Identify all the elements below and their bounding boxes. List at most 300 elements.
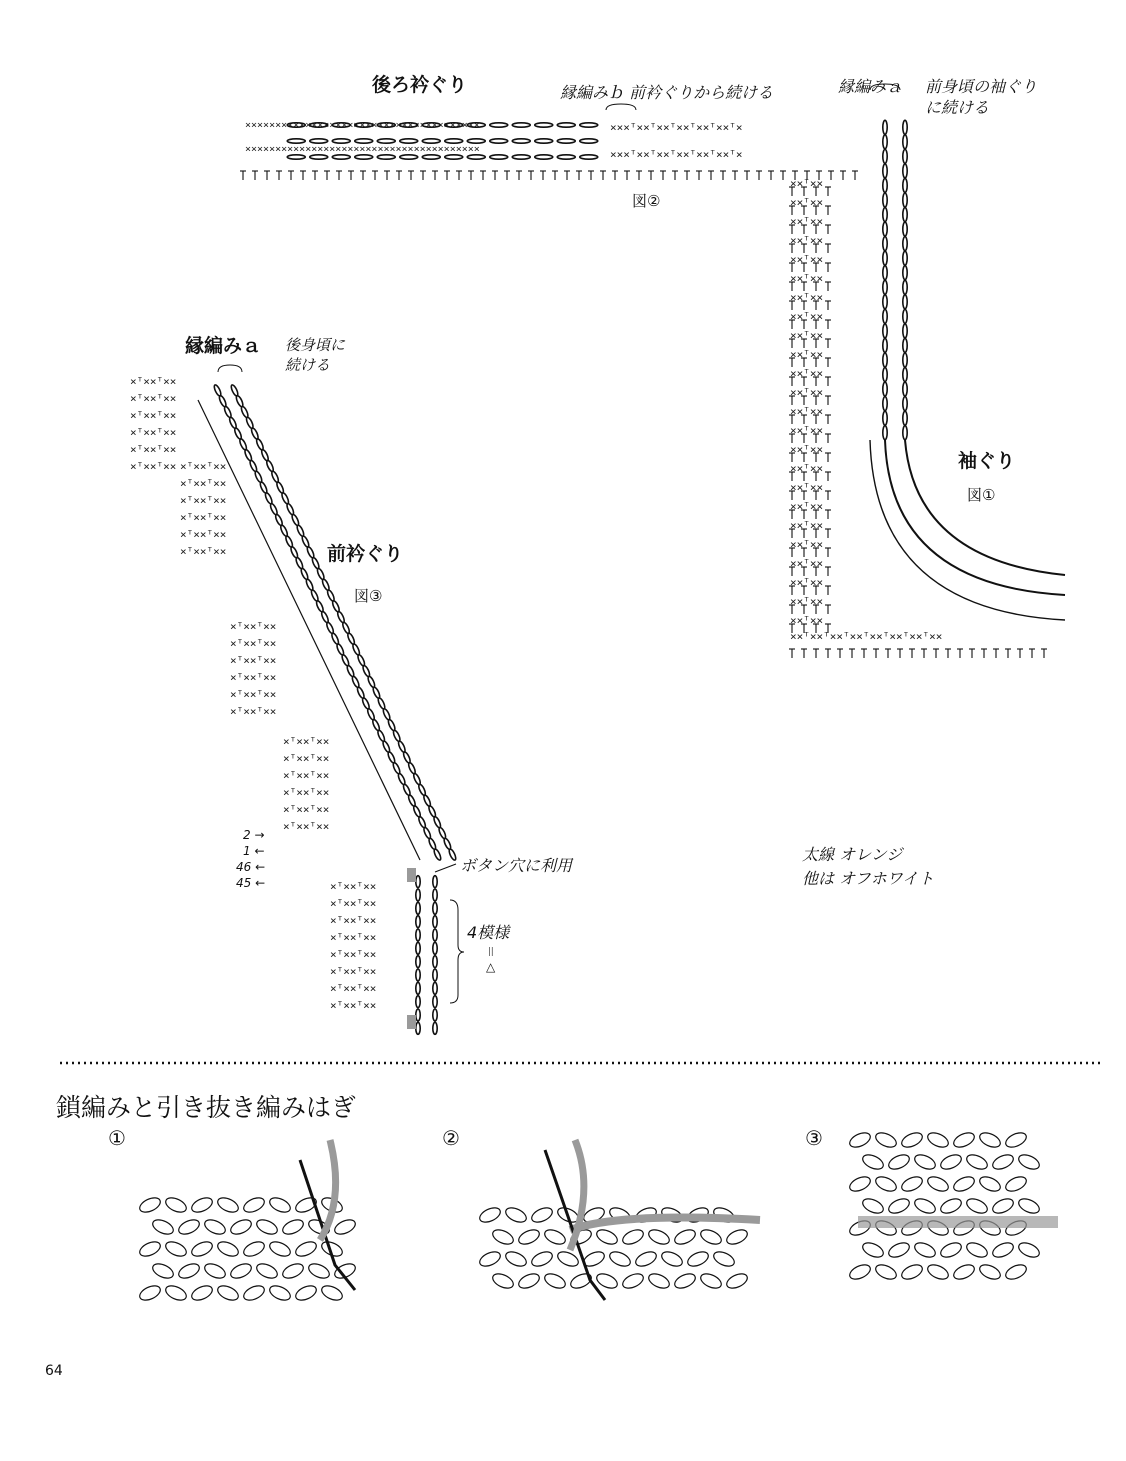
- stitch-row: ××ᵀ××: [790, 348, 824, 361]
- lace-loop: [646, 1271, 671, 1291]
- chain-stitch: [433, 996, 437, 1008]
- lace-loop: [267, 1239, 292, 1259]
- chain-stitch: [903, 149, 907, 163]
- lace-loop: [951, 1130, 976, 1150]
- lace-loop: [964, 1196, 989, 1216]
- stitch-row: ××ᵀ××: [790, 595, 824, 608]
- chain-stitch: [903, 120, 907, 134]
- pattern-repeat-label: 4模様: [467, 923, 510, 942]
- chain-stitch: [433, 1022, 437, 1034]
- lace-loop: [555, 1249, 580, 1269]
- lace-loop: [1016, 1196, 1041, 1216]
- chain-stitch: [433, 942, 437, 954]
- chain-stitch: [433, 1009, 437, 1021]
- chain-stitch: [433, 902, 437, 914]
- lace-loop: [951, 1262, 976, 1282]
- lace-loop: [964, 1152, 989, 1172]
- lace-loop: [254, 1217, 279, 1237]
- stitch-row: ××ᵀ××ᵀ××ᵀ××ᵀ××ᵀ××ᵀ××ᵀ××: [790, 630, 943, 643]
- stitch-row: ××ᵀ××: [790, 386, 824, 399]
- chain-stitch: [557, 123, 575, 127]
- lace-loop: [925, 1174, 950, 1194]
- chain-stitch: [490, 155, 508, 159]
- chain-stitch: [883, 382, 887, 396]
- lace-loop: [977, 1174, 1002, 1194]
- chain-stitch: [416, 929, 420, 941]
- stitch-row: ××ᵀ××: [790, 215, 824, 228]
- stitch-row: ×××××××××××××××××××××××××××××××××××××××: [245, 144, 480, 155]
- stitch-row: ×ᵀ××ᵀ××: [283, 735, 330, 748]
- stitch-row: ××ᵀ××: [790, 329, 824, 342]
- chain-stitch: [287, 155, 305, 159]
- chain-stitch: [903, 397, 907, 411]
- bracket: [606, 104, 636, 110]
- stitch-row: ××ᵀ××: [790, 519, 824, 532]
- stitch-row: ××ᵀ××: [790, 481, 824, 494]
- lace-loop: [672, 1271, 697, 1291]
- lace-loop: [594, 1271, 619, 1291]
- row-marker: 45 ←: [236, 876, 266, 890]
- armhole-title: 袖ぐり: [958, 450, 1016, 472]
- chain-stitch: [512, 155, 530, 159]
- lace-loop: [711, 1249, 736, 1269]
- lace-loop: [490, 1227, 515, 1247]
- lace-loop: [202, 1217, 227, 1237]
- lace-loop: [899, 1130, 924, 1150]
- lace-loop: [938, 1196, 963, 1216]
- lace-loop: [293, 1283, 318, 1303]
- chain-stitch: [903, 309, 907, 323]
- stitch-row: ×××ᵀ××ᵀ××ᵀ××ᵀ××ᵀ××ᵀ×: [610, 148, 743, 161]
- chain-stitch: [903, 193, 907, 207]
- chain-stitch: [883, 338, 887, 352]
- stitch-row: ×ᵀ××ᵀ××: [180, 511, 227, 524]
- lace-loop: [529, 1249, 554, 1269]
- chain-stitch: [416, 942, 420, 954]
- lace-loop: [215, 1283, 240, 1303]
- lace-loop: [594, 1227, 619, 1247]
- lace-loop: [150, 1261, 175, 1281]
- lace-loop: [189, 1283, 214, 1303]
- stitch-row: ××ᵀ××: [790, 614, 824, 627]
- chain-stitch: [883, 368, 887, 382]
- lace-loop: [241, 1283, 266, 1303]
- chain-stitch: [400, 139, 418, 143]
- chain-stitch: [433, 969, 437, 981]
- back-neckline-chart: [240, 104, 858, 180]
- stitch-row: ×ᵀ××ᵀ××: [230, 637, 277, 650]
- front-neckline-chart: [130, 365, 457, 1034]
- stitch-row: ×ᵀ××ᵀ××: [180, 528, 227, 541]
- chain-stitch: [535, 123, 553, 127]
- illustration-1: [137, 1195, 357, 1303]
- chain-stitch: [433, 876, 437, 888]
- lace-loop: [659, 1249, 684, 1269]
- stitch-row: ××ᵀ××: [790, 424, 824, 437]
- lace-loop: [912, 1152, 937, 1172]
- chain-stitch: [416, 902, 420, 914]
- lace-loop: [698, 1271, 723, 1291]
- stitch-row: ×ᵀ××ᵀ××: [330, 931, 377, 944]
- lace-loop: [938, 1240, 963, 1260]
- stitch-row: ×ᵀ××ᵀ××: [283, 820, 330, 833]
- chain-stitch: [416, 996, 420, 1008]
- chain-stitch: [377, 139, 395, 143]
- lace-loop: [847, 1130, 872, 1150]
- chain-stitch: [433, 889, 437, 901]
- stitch-row: ××ᵀ××: [790, 462, 824, 475]
- lace-loop: [925, 1262, 950, 1282]
- pattern-sym: △: [486, 960, 496, 974]
- lace-loop: [477, 1249, 502, 1269]
- stitch-row: ××ᵀ××: [790, 177, 824, 190]
- chain-stitch: [416, 969, 420, 981]
- lace-loop: [280, 1217, 305, 1237]
- chain-stitch: [310, 139, 328, 143]
- chain-stitch: [903, 382, 907, 396]
- chain-stitch: [903, 237, 907, 251]
- chain-stitch: [377, 155, 395, 159]
- chain-stitch: [467, 139, 485, 143]
- lace-loop: [873, 1262, 898, 1282]
- stitch-row: ××ᵀ××: [790, 443, 824, 456]
- chain-stitch: [903, 178, 907, 192]
- chain-stitch: [903, 135, 907, 149]
- front-armhole-note-1: 前身頃の袖ぐり: [925, 77, 1038, 96]
- lace-loop: [306, 1261, 331, 1281]
- lace-loop: [332, 1217, 357, 1237]
- stitch-row: ×××ᵀ××ᵀ××ᵀ××ᵀ××ᵀ××ᵀ×: [610, 121, 743, 134]
- lace-loop: [542, 1271, 567, 1291]
- chain-stitch: [433, 956, 437, 968]
- lace-loop: [990, 1240, 1015, 1260]
- lace-loop: [319, 1283, 344, 1303]
- lace-loop: [646, 1227, 671, 1247]
- chain-stitch: [883, 120, 887, 134]
- chain-stitch: [903, 222, 907, 236]
- chain-stitch: [467, 155, 485, 159]
- lace-loop: [886, 1196, 911, 1216]
- lace-loop: [267, 1195, 292, 1215]
- chain-stitch: [535, 139, 553, 143]
- chain-stitch: [355, 139, 373, 143]
- chain-stitch: [903, 164, 907, 178]
- joining-illustrations: [137, 1130, 1058, 1303]
- stitch-row: ×ᵀ××ᵀ××: [230, 705, 277, 718]
- stitch-row: ×ᵀ××ᵀ××: [130, 426, 177, 439]
- bracket: [870, 84, 900, 90]
- armhole-chart: [789, 84, 1065, 658]
- stitch-row: ×ᵀ××ᵀ××: [180, 477, 227, 490]
- stitch-row: ××ᵀ××: [790, 196, 824, 209]
- lace-loop: [964, 1240, 989, 1260]
- step-1-label: ①: [108, 1126, 126, 1150]
- stitch-row: ×ᵀ××ᵀ××: [230, 688, 277, 701]
- back-body-note-1: 後身頃に: [285, 336, 346, 354]
- back-body-note-2: 続ける: [285, 356, 331, 374]
- lace-loop: [215, 1239, 240, 1259]
- lace-loop: [176, 1217, 201, 1237]
- stitch-row: ××ᵀ××: [790, 234, 824, 247]
- stitch-row: ××ᵀ××: [790, 272, 824, 285]
- figure-3-label: 図③: [354, 587, 383, 605]
- lace-loop: [163, 1283, 188, 1303]
- chart-annotations: [60, 864, 1100, 1063]
- lace-loop: [938, 1152, 963, 1172]
- lace-loop: [847, 1262, 872, 1282]
- orange-chain-row: [287, 139, 598, 143]
- lace-loop: [607, 1249, 632, 1269]
- lace-loop: [529, 1205, 554, 1225]
- lace-loop: [228, 1261, 253, 1281]
- stitch-row: ×ᵀ××ᵀ××: [283, 786, 330, 799]
- chain-stitch: [903, 208, 907, 222]
- edge-b-label: 縁編みｂ 前衿ぐりから続ける: [560, 83, 774, 102]
- stitch-row: ××ᵀ××: [790, 576, 824, 589]
- chain-stitch: [903, 280, 907, 294]
- lace-loop: [241, 1239, 266, 1259]
- chain-stitch: [903, 324, 907, 338]
- lace-loop: [189, 1195, 214, 1215]
- chain-stitch: [416, 889, 420, 901]
- lace-loop: [293, 1239, 318, 1259]
- back-neckline-title: 後ろ衿ぐり: [372, 74, 468, 96]
- page-number: 64: [45, 1363, 63, 1379]
- lace-loop: [873, 1130, 898, 1150]
- chain-stitch: [903, 353, 907, 367]
- buttonhole-mark: [407, 1015, 416, 1029]
- bracket: [218, 365, 242, 372]
- chain-stitch: [883, 178, 887, 192]
- chain-stitch: [580, 155, 598, 159]
- lace-loop: [860, 1196, 885, 1216]
- stitch-row: ×ᵀ××ᵀ××: [283, 769, 330, 782]
- stitch-row: ×ᵀ××ᵀ××: [180, 494, 227, 507]
- chain-stitch: [445, 139, 463, 143]
- lace-loop: [1003, 1174, 1028, 1194]
- chain-stitch: [490, 123, 508, 127]
- stitch-row: ××ᵀ××: [790, 367, 824, 380]
- lace-loop: [860, 1240, 885, 1260]
- chain-stitch: [903, 251, 907, 265]
- lace-loop: [241, 1195, 266, 1215]
- lace-loop: [672, 1227, 697, 1247]
- chain-stitch: [445, 155, 463, 159]
- lace-loop: [1016, 1152, 1041, 1172]
- chain-stitch: [332, 139, 350, 143]
- lace-loop: [1003, 1130, 1028, 1150]
- lace-loop: [1016, 1240, 1041, 1260]
- lace-loop: [873, 1174, 898, 1194]
- chain-stitch: [416, 876, 420, 888]
- lace-loop: [254, 1261, 279, 1281]
- lace-loop: [490, 1271, 515, 1291]
- chain-stitch: [310, 155, 328, 159]
- chain-stitch: [448, 848, 457, 861]
- stitch-row: ×ᵀ××ᵀ××: [230, 620, 277, 633]
- chain-stitch: [883, 353, 887, 367]
- step-2-label: ②: [442, 1126, 460, 1150]
- row-marker: 2 →: [243, 828, 265, 842]
- stitch-row: ×ᵀ××ᵀ××: [330, 897, 377, 910]
- lace-loop: [189, 1239, 214, 1259]
- lace-loop: [1003, 1262, 1028, 1282]
- lace-loop: [503, 1205, 528, 1225]
- lace-loop: [899, 1262, 924, 1282]
- tall-stitch-row: [240, 171, 858, 180]
- lace-loop: [176, 1261, 201, 1281]
- chain-stitch: [416, 982, 420, 994]
- stitch-row: ×ᵀ××ᵀ××: [330, 999, 377, 1012]
- chain-stitch: [883, 164, 887, 178]
- stitch-row: ×ᵀ××ᵀ××: [283, 803, 330, 816]
- chain-stitch: [416, 956, 420, 968]
- chain-stitch: [422, 155, 440, 159]
- lace-loop: [977, 1130, 1002, 1150]
- chain-stitch: [512, 139, 530, 143]
- chain-stitch: [883, 222, 887, 236]
- stitch-row: ××ᵀ××: [790, 538, 824, 551]
- chain-stitch: [883, 324, 887, 338]
- lace-loop: [724, 1227, 749, 1247]
- stitch-row: ×ᵀ××ᵀ××: [230, 654, 277, 667]
- lace-loop: [698, 1227, 723, 1247]
- edge-a-top-label: 縁編みａ: [838, 77, 903, 96]
- stitch-row: ×ᵀ××ᵀ××: [180, 545, 227, 558]
- lace-loop: [977, 1262, 1002, 1282]
- chain-stitch: [433, 982, 437, 994]
- lace-loop: [516, 1271, 541, 1291]
- chain-stitch: [883, 309, 887, 323]
- lace-loop: [202, 1261, 227, 1281]
- chain-stitch: [416, 916, 420, 928]
- stitch-row: ×ᵀ××ᵀ××: [130, 443, 177, 456]
- chain-stitch: [416, 1022, 420, 1034]
- chain-stitch: [490, 139, 508, 143]
- lace-loop: [951, 1174, 976, 1194]
- stitch-row: ×ᵀ××ᵀ××: [330, 914, 377, 927]
- lace-loop: [163, 1195, 188, 1215]
- chain-stitch: [903, 266, 907, 280]
- stitch-row: ×ᵀ××ᵀ××: [130, 392, 177, 405]
- stitch-row: ×ᵀ××ᵀ××: [283, 752, 330, 765]
- chain-stitch: [433, 929, 437, 941]
- lace-loop: [503, 1249, 528, 1269]
- front-armhole-note-2: に続ける: [925, 98, 990, 117]
- lace-loop: [516, 1227, 541, 1247]
- lace-loop: [620, 1271, 645, 1291]
- chain-stitch: [883, 237, 887, 251]
- chain-stitch: [355, 155, 373, 159]
- chain-stitch: [883, 208, 887, 222]
- lace-loop: [685, 1249, 710, 1269]
- illustration-3: [847, 1130, 1041, 1282]
- buttonhole-mark: [407, 868, 416, 882]
- lace-loop: [137, 1239, 162, 1259]
- chain-stitch: [287, 139, 305, 143]
- stitch-row: ×ᵀ××ᵀ××: [330, 965, 377, 978]
- lace-loop: [163, 1239, 188, 1259]
- chain-stitch: [883, 397, 887, 411]
- row-marker: 1 ←: [243, 844, 265, 858]
- joining-title: 鎖編みと引き抜き編みはぎ: [56, 1093, 357, 1122]
- chain-stitch: [883, 135, 887, 149]
- chain-stitch: [883, 266, 887, 280]
- chain-stitch: [557, 139, 575, 143]
- lace-loop: [150, 1217, 175, 1237]
- front-bottom-chain: [433, 876, 437, 1035]
- chain-stitch: [535, 155, 553, 159]
- stitch-row: ××ᵀ××: [790, 405, 824, 418]
- lace-loop: [267, 1283, 292, 1303]
- chain-stitch: [422, 139, 440, 143]
- stitch-row: ××ᵀ××: [790, 291, 824, 304]
- legend-orange: 太線 オレンジ: [802, 845, 903, 864]
- lace-loop: [137, 1195, 162, 1215]
- lace-loop: [912, 1196, 937, 1216]
- lace-loop: [137, 1283, 162, 1303]
- step-3-label: ③: [805, 1126, 823, 1150]
- lace-loop: [620, 1227, 645, 1247]
- front-neckline-title: 前衿ぐり: [327, 543, 404, 565]
- stitch-row: ×ᵀ××ᵀ××: [130, 460, 177, 473]
- lace-loop: [990, 1152, 1015, 1172]
- stitch-row: ×××××××××××××××××××××××××××××××××××××××: [245, 120, 480, 131]
- armhole-chain-col: [883, 120, 887, 439]
- stitch-row: ××ᵀ××: [790, 500, 824, 513]
- chain-stitch: [433, 916, 437, 928]
- lace-loop: [280, 1261, 305, 1281]
- lace-loop: [228, 1217, 253, 1237]
- lace-loop: [477, 1205, 502, 1225]
- lace-loop: [633, 1249, 658, 1269]
- figure-2-label: 図②: [632, 192, 661, 210]
- legend-offwhite: 他は オフホワイト: [802, 869, 935, 888]
- row-marker: 46 ←: [236, 860, 266, 874]
- chain-stitch: [883, 193, 887, 207]
- chain-stitch: [580, 123, 598, 127]
- front-bottom-chain: [416, 876, 420, 1035]
- repeat-brace: [450, 900, 464, 1003]
- chain-stitch: [883, 280, 887, 294]
- chain-stitch: [580, 139, 598, 143]
- stitch-row: ×ᵀ××ᵀ××: [330, 948, 377, 961]
- buttonhole-note: ボタン穴に利用: [460, 856, 573, 875]
- lace-loop: [925, 1130, 950, 1150]
- orange-chain-row: [287, 155, 598, 159]
- stitch-row: ×ᵀ××ᵀ××: [180, 460, 227, 473]
- stitch-row: ××ᵀ××: [790, 557, 824, 570]
- lace-loop: [899, 1174, 924, 1194]
- lace-loop: [847, 1174, 872, 1194]
- armhole-curve: [905, 440, 1065, 575]
- chain-stitch: [903, 426, 907, 440]
- lace-loop: [542, 1227, 567, 1247]
- chain-stitch: [332, 155, 350, 159]
- pattern-eq: ＝: [482, 944, 498, 959]
- lace-loop: [886, 1240, 911, 1260]
- chain-stitch: [416, 1009, 420, 1021]
- joining-seam: [858, 1216, 1058, 1228]
- stitch-row: ××ᵀ××: [790, 253, 824, 266]
- chain-stitch: [557, 155, 575, 159]
- stitch-row: ×ᵀ××ᵀ××: [230, 671, 277, 684]
- buttonhole-pointer: [435, 864, 456, 872]
- chain-stitch: [883, 295, 887, 309]
- tall-stitch-row: [789, 649, 1047, 658]
- chain-stitch: [883, 411, 887, 425]
- chain-stitch: [433, 848, 442, 861]
